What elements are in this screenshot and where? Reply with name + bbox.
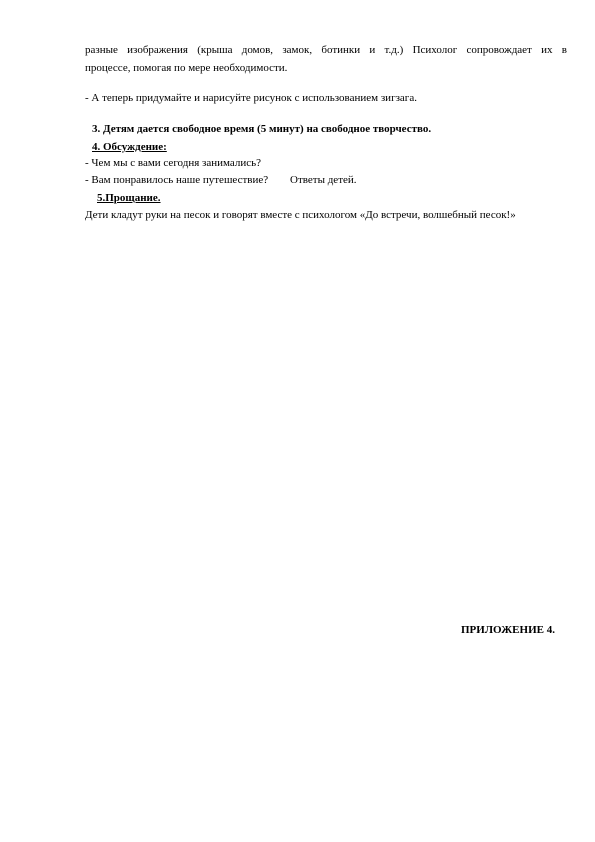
discussion-answer: Ответы детей.	[290, 174, 357, 186]
paragraph-line-2: процессе, помогая по мере необходимости.	[85, 62, 288, 74]
farewell-text: Дети кладут руки на песок и говорят вместе с психологом «До встречи, волшебный песок!»	[85, 209, 516, 221]
step-5-heading: 5.Прощание.	[97, 192, 161, 204]
discussion-question-2: - Вам понравилось наше путешествие?	[85, 174, 269, 186]
discussion-question-1: - Чем мы с вами сегодня занимались?	[85, 157, 262, 169]
paragraph-line-1: разные изображения (крыша домов, замок, ботинки и т.д.) Психолог сопровождает их в	[85, 44, 567, 56]
step-4-heading: 4. Обсуждение:	[92, 141, 167, 153]
step-3-heading: 3. Детям дается свободное время (5 минут) на свободное творчество.	[92, 123, 432, 135]
appendix-label: ПРИЛОЖЕНИЕ 4.	[461, 624, 555, 636]
instruction-text: - А теперь придумайте и нарисуйте рисунок с использованием зигзага.	[85, 92, 417, 104]
